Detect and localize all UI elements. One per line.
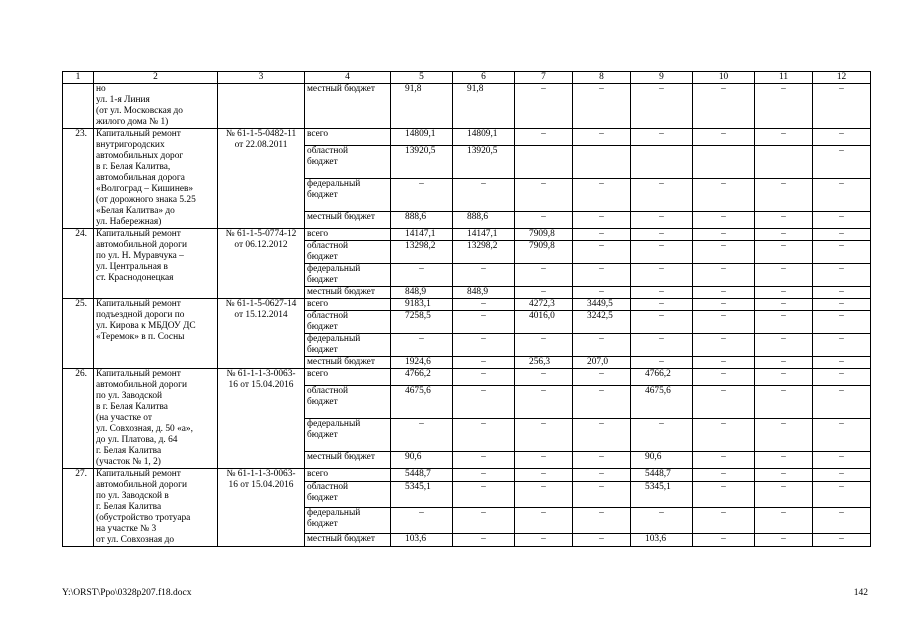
value-cell: –	[755, 211, 813, 228]
value-cell: –	[631, 229, 693, 241]
value-cell: –	[693, 469, 755, 482]
value-cell: –	[515, 418, 573, 451]
value-cell: –	[453, 178, 515, 211]
funding-source: федеральный бюджет	[305, 264, 391, 287]
funding-source: областной бюджет	[305, 482, 391, 508]
row-number: 24.	[63, 229, 94, 299]
value-cell: –	[515, 178, 573, 211]
value-cell: –	[755, 334, 813, 357]
value-cell: –	[693, 84, 755, 129]
value-cell	[693, 146, 755, 179]
value-cell: –	[693, 507, 755, 533]
value-cell: –	[755, 386, 813, 419]
budget-table	[62, 71, 871, 547]
value-cell: –	[631, 211, 693, 228]
value-cell: –	[573, 418, 631, 451]
value-cell: –	[453, 369, 515, 386]
object-name: Капитальный ремонт автомобильной дороги по ул. Н. Муравчука – ул. Центральная в ст. Краснодонецкая	[94, 229, 218, 299]
table-body	[63, 72, 871, 547]
object-name: Капитальный ремонт автомобильной дороги по ул. Заводской в г. Белая Калитва (обустройство тротуара на участке № 3 от ул. Совхозная до	[94, 469, 218, 547]
funding-source: областной бюджет	[305, 241, 391, 264]
object-name: но ул. 1-я Линия (от ул. Московская до жилого дома № 1)	[94, 84, 218, 129]
value-cell: –	[573, 84, 631, 129]
value-cell: –	[631, 299, 693, 311]
table-row	[63, 129, 871, 146]
value-cell: –	[391, 178, 453, 211]
value-cell: –	[693, 451, 755, 468]
value-cell: –	[515, 533, 573, 546]
value-cell: 1924,6	[391, 357, 453, 369]
value-cell: –	[391, 334, 453, 357]
header-cell: 11	[755, 72, 813, 84]
value-cell: –	[813, 211, 871, 228]
table-row	[63, 84, 871, 129]
value-cell: –	[813, 469, 871, 482]
value-cell: –	[573, 264, 631, 287]
value-cell: –	[631, 507, 693, 533]
value-cell: –	[631, 129, 693, 146]
value-cell	[573, 146, 631, 179]
value-cell: 4766,2	[391, 369, 453, 386]
value-cell: 3242,5	[573, 311, 631, 334]
value-cell: –	[813, 229, 871, 241]
funding-source: федеральный бюджет	[305, 334, 391, 357]
value-cell: 7258,5	[391, 311, 453, 334]
header-cell: 5	[391, 72, 453, 84]
value-cell: –	[453, 533, 515, 546]
document-ref: № 61-1-1-3-0063- 16 от 15.04.2016	[218, 469, 305, 547]
value-cell: 5448,7	[631, 469, 693, 482]
value-cell: –	[573, 469, 631, 482]
value-cell: –	[573, 129, 631, 146]
value-cell: 14809,1	[453, 129, 515, 146]
value-cell: –	[813, 84, 871, 129]
value-cell: –	[755, 469, 813, 482]
value-cell: –	[631, 357, 693, 369]
value-cell: –	[631, 311, 693, 334]
value-cell: 4016,0	[515, 311, 573, 334]
funding-source: федеральный бюджет	[305, 507, 391, 533]
funding-source: всего	[305, 229, 391, 241]
value-cell: 7909,8	[515, 229, 573, 241]
value-cell: 207,0	[573, 357, 631, 369]
value-cell: –	[755, 482, 813, 508]
value-cell: –	[573, 451, 631, 468]
value-cell: 256,3	[515, 357, 573, 369]
value-cell: –	[573, 533, 631, 546]
value-cell: –	[755, 299, 813, 311]
value-cell: –	[813, 369, 871, 386]
value-cell: –	[693, 299, 755, 311]
value-cell: –	[813, 334, 871, 357]
value-cell: 4675,6	[631, 386, 693, 419]
value-cell: 91,8	[391, 84, 453, 129]
value-cell: –	[813, 418, 871, 451]
file-path: Y:\ORST\Ppo\0328p207.f18.docx	[62, 588, 192, 598]
value-cell: –	[453, 507, 515, 533]
value-cell: –	[693, 211, 755, 228]
value-cell: 5345,1	[631, 482, 693, 508]
document-ref: № 61-1-5-0774-12 от 06.12.2012	[218, 229, 305, 299]
value-cell: 13298,2	[453, 241, 515, 264]
value-cell: –	[453, 357, 515, 369]
value-cell: –	[755, 178, 813, 211]
value-cell: –	[755, 507, 813, 533]
value-cell: 848,9	[391, 287, 453, 299]
funding-source: всего	[305, 129, 391, 146]
value-cell: 5345,1	[391, 482, 453, 508]
value-cell: –	[573, 241, 631, 264]
value-cell: 3449,5	[573, 299, 631, 311]
value-cell: –	[755, 241, 813, 264]
value-cell: –	[693, 229, 755, 241]
header-cell: 9	[631, 72, 693, 84]
value-cell: –	[813, 178, 871, 211]
value-cell: –	[453, 311, 515, 334]
value-cell: –	[453, 451, 515, 468]
value-cell: 5448,7	[391, 469, 453, 482]
value-cell: –	[693, 241, 755, 264]
value-cell: –	[693, 311, 755, 334]
funding-source: федеральный бюджет	[305, 418, 391, 451]
value-cell: –	[573, 211, 631, 228]
header-cell: 1	[63, 72, 94, 84]
value-cell: 4272,3	[515, 299, 573, 311]
value-cell	[755, 146, 813, 179]
value-cell: –	[813, 129, 871, 146]
value-cell: –	[573, 369, 631, 386]
funding-source: областной бюджет	[305, 146, 391, 179]
value-cell: –	[515, 469, 573, 482]
value-cell: 14147,1	[453, 229, 515, 241]
value-cell: –	[515, 482, 573, 508]
value-cell: –	[515, 334, 573, 357]
value-cell: 13920,5	[453, 146, 515, 179]
value-cell: –	[813, 507, 871, 533]
value-cell: –	[813, 241, 871, 264]
value-cell: –	[755, 533, 813, 546]
value-cell: –	[755, 287, 813, 299]
value-cell: –	[693, 533, 755, 546]
value-cell: –	[573, 482, 631, 508]
funding-source: местный бюджет	[305, 451, 391, 468]
value-cell: –	[453, 418, 515, 451]
value-cell: –	[515, 451, 573, 468]
header-cell: 6	[453, 72, 515, 84]
document-ref	[218, 84, 305, 129]
value-cell: 888,6	[391, 211, 453, 228]
value-cell: –	[755, 451, 813, 468]
value-cell: 14809,1	[391, 129, 453, 146]
header-cell: 2	[94, 72, 218, 84]
value-cell: –	[813, 299, 871, 311]
value-cell: –	[391, 418, 453, 451]
value-cell: –	[573, 507, 631, 533]
value-cell: –	[453, 334, 515, 357]
value-cell: 4675,6	[391, 386, 453, 419]
value-cell: –	[515, 264, 573, 287]
object-name: Капитальный ремонт подъездной дороги по ул. Кирова к МБДОУ ДС «Теремок» в п. Сосны	[94, 299, 218, 369]
value-cell: –	[515, 287, 573, 299]
value-cell: –	[515, 507, 573, 533]
value-cell: –	[573, 334, 631, 357]
value-cell: –	[693, 334, 755, 357]
value-cell: –	[631, 287, 693, 299]
value-cell: –	[631, 84, 693, 129]
value-cell: –	[515, 211, 573, 228]
row-number: 26.	[63, 369, 94, 469]
funding-source: местный бюджет	[305, 287, 391, 299]
funding-source: всего	[305, 469, 391, 482]
value-cell: –	[453, 264, 515, 287]
value-cell: –	[693, 386, 755, 419]
row-number: 27.	[63, 469, 94, 547]
header-cell: 10	[693, 72, 755, 84]
funding-source: областной бюджет	[305, 311, 391, 334]
value-cell: –	[515, 369, 573, 386]
value-cell: –	[693, 129, 755, 146]
value-cell: –	[515, 129, 573, 146]
funding-source: всего	[305, 299, 391, 311]
value-cell: 103,6	[391, 533, 453, 546]
value-cell: –	[813, 386, 871, 419]
value-cell: –	[453, 386, 515, 419]
value-cell: –	[755, 369, 813, 386]
value-cell	[631, 146, 693, 179]
value-cell: –	[631, 264, 693, 287]
document-ref: № 61-1-5-0627-14 от 15.12.2014	[218, 299, 305, 369]
value-cell: –	[453, 469, 515, 482]
value-cell: –	[453, 482, 515, 508]
value-cell: 7909,8	[515, 241, 573, 264]
value-cell: –	[813, 311, 871, 334]
value-cell: –	[515, 386, 573, 419]
value-cell: –	[693, 357, 755, 369]
value-cell: –	[813, 533, 871, 546]
value-cell: –	[573, 386, 631, 419]
value-cell: 14147,1	[391, 229, 453, 241]
funding-source: областной бюджет	[305, 386, 391, 419]
value-cell: –	[453, 299, 515, 311]
header-cell: 4	[305, 72, 391, 84]
value-cell: –	[631, 418, 693, 451]
table-row	[63, 469, 871, 482]
funding-source: местный бюджет	[305, 357, 391, 369]
value-cell: –	[693, 178, 755, 211]
value-cell: –	[693, 264, 755, 287]
value-cell: –	[631, 241, 693, 264]
header-cell: 12	[813, 72, 871, 84]
table-row	[63, 299, 871, 311]
value-cell: 9183,1	[391, 299, 453, 311]
value-cell: 90,6	[631, 451, 693, 468]
value-cell: –	[573, 178, 631, 211]
value-cell: –	[631, 178, 693, 211]
value-cell: 90,6	[391, 451, 453, 468]
value-cell: –	[813, 451, 871, 468]
value-cell: –	[573, 287, 631, 299]
value-cell: –	[693, 482, 755, 508]
value-cell: –	[755, 264, 813, 287]
value-cell: –	[755, 229, 813, 241]
row-number: 23.	[63, 129, 94, 229]
object-name: Капитальный ремонт автомобильной дороги по ул. Заводской в г. Белая Калитва (на участке от ул. Совхозная, д. 50 «а», до ул. Платова, д. 64 г. Белая Калитва (участок № 1, 2)	[94, 369, 218, 469]
value-cell: –	[515, 84, 573, 129]
table-row	[63, 229, 871, 241]
row-number: 25.	[63, 299, 94, 369]
header-row	[63, 72, 871, 84]
value-cell: –	[813, 264, 871, 287]
page-number: 142	[853, 588, 868, 598]
object-name: Капитальный ремонт внутригородских автомобильных дорог в г. Белая Калитва, автомобильная дорога «Волгоград – Кишинев» (от дорожного знака 5.25 «Белая Калитва» до ул. Набережная)	[94, 129, 218, 229]
funding-source: местный бюджет	[305, 211, 391, 228]
value-cell: –	[813, 357, 871, 369]
value-cell: 848,9	[453, 287, 515, 299]
table-row	[63, 369, 871, 386]
value-cell: –	[755, 84, 813, 129]
funding-source: местный бюджет	[305, 533, 391, 546]
funding-source: всего	[305, 369, 391, 386]
value-cell: –	[813, 146, 871, 179]
document-ref: № 61-1-1-3-0063- 16 от 15.04.2016	[218, 369, 305, 469]
value-cell: –	[391, 264, 453, 287]
funding-source: федеральный бюджет	[305, 178, 391, 211]
value-cell: –	[693, 287, 755, 299]
value-cell: 4766,2	[631, 369, 693, 386]
value-cell: –	[813, 482, 871, 508]
value-cell: –	[631, 334, 693, 357]
value-cell	[515, 146, 573, 179]
funding-source: местный бюджет	[305, 84, 391, 129]
row-number	[63, 84, 94, 129]
value-cell: 103,6	[631, 533, 693, 546]
value-cell: –	[693, 418, 755, 451]
header-cell: 8	[573, 72, 631, 84]
value-cell: 13920,5	[391, 146, 453, 179]
value-cell: 888,6	[453, 211, 515, 228]
value-cell: –	[755, 357, 813, 369]
value-cell: –	[755, 129, 813, 146]
header-cell: 7	[515, 72, 573, 84]
value-cell: –	[693, 369, 755, 386]
value-cell: –	[573, 229, 631, 241]
document-ref: № 61-1-5-0482-11 от 22.08.2011	[218, 129, 305, 229]
value-cell: 13298,2	[391, 241, 453, 264]
value-cell: –	[391, 507, 453, 533]
value-cell: 91,8	[453, 84, 515, 129]
value-cell: –	[813, 287, 871, 299]
value-cell: –	[755, 418, 813, 451]
header-cell: 3	[218, 72, 305, 84]
value-cell: –	[755, 311, 813, 334]
